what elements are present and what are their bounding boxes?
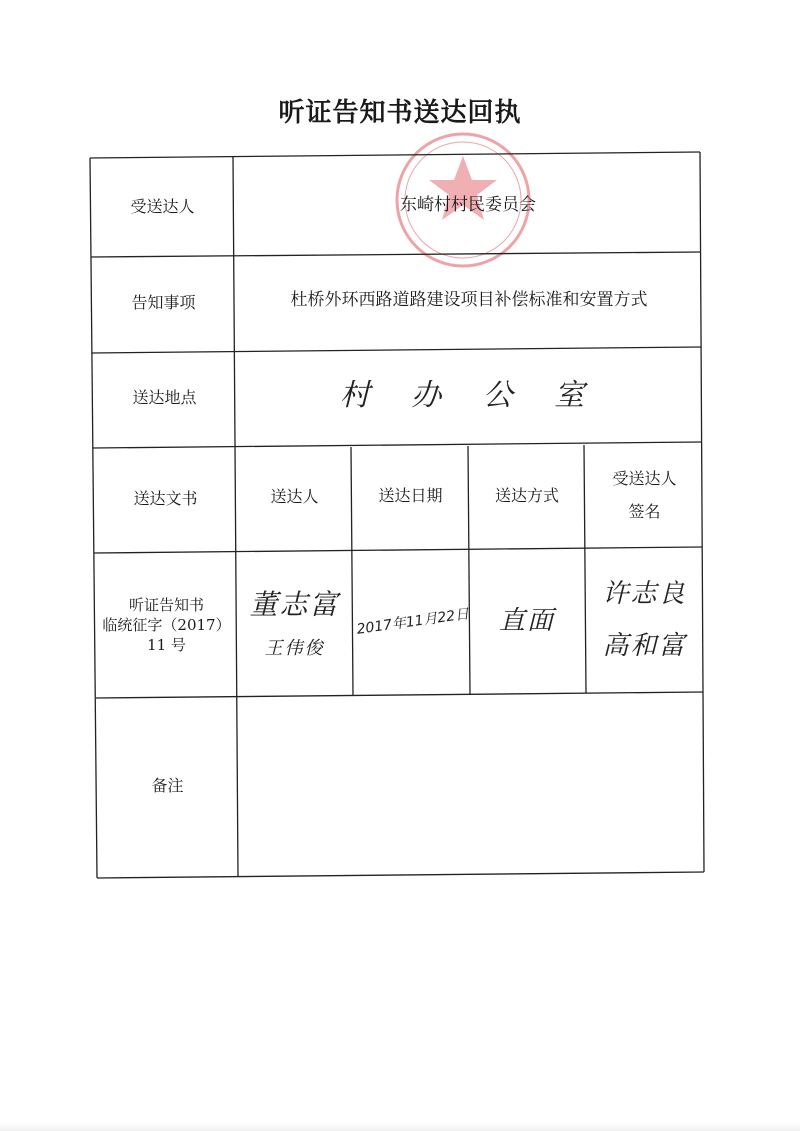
recipient-value: 东崎村村民委员会: [400, 195, 536, 216]
sender-column-header: 送达人: [270, 487, 319, 507]
remarks-value: [239, 695, 703, 871]
signature-header-line1: 受送达人: [612, 468, 677, 488]
document-reference: [96, 555, 237, 695]
method-column-header: 送达方式: [494, 486, 559, 506]
recipient-signature-1: 许志良: [602, 578, 687, 609]
recipient-signatures: [586, 549, 703, 691]
scan-edge: [0, 1123, 800, 1131]
document-name: 听证告知书: [128, 595, 204, 614]
matter-value: 杜桥外环西路道路建设项目补偿标准和安置方式: [290, 290, 648, 311]
recipient-label: 受送达人: [130, 197, 195, 217]
signature-column-header: [586, 445, 703, 546]
signature-header-line2: 签名: [628, 501, 661, 521]
date-column-header: 送达日期: [378, 486, 443, 506]
sender-signatures: [238, 552, 351, 694]
document-label: 送达文书: [133, 489, 198, 509]
page-title: 听证告知书送达回执: [278, 98, 522, 128]
location-label: 送达地点: [132, 388, 197, 408]
remarks-label: 备注: [151, 775, 184, 795]
recipient-signature-2: 高和富: [602, 631, 687, 661]
delivery-date-handwritten: 2017年11月22日: [355, 606, 471, 638]
sender-signature-2: 王伟俊: [264, 637, 325, 659]
document-number-suffix: 11 号: [147, 636, 186, 655]
location-value-handwritten: 村 办 公 室: [339, 378, 601, 414]
matter-label: 告知事项: [131, 293, 196, 313]
delivery-method-handwritten: 直面: [498, 605, 555, 636]
document-number: 临统征字（2017）: [102, 615, 231, 634]
sender-signature-1: 董志富: [249, 588, 340, 622]
